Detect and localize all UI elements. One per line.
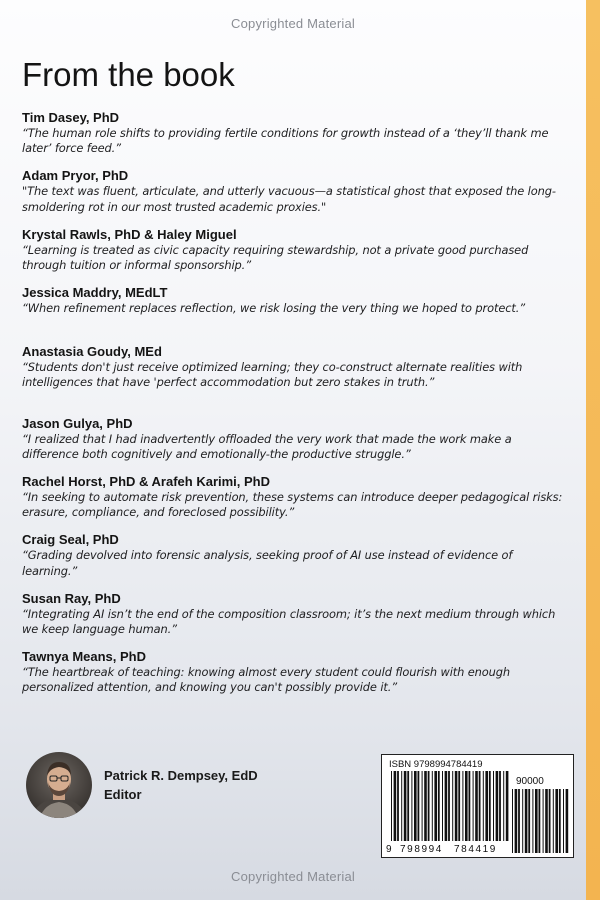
quote-item: [22, 168, 566, 226]
quote-author: Craig Seal, PhD: [22, 532, 119, 548]
quote-text: “The human role shifts to providing fertile conditions for growth instead of a ‘they’ll thank me later’ force feed.”: [22, 126, 549, 156]
quote-text: “Grading devolved into forensic analysis, seeking proof of AI use instead of evidence of learning.”: [22, 548, 513, 578]
isbn-digits-left: 798994: [400, 844, 443, 855]
quote-author: Adam Pryor, PhD: [22, 168, 129, 184]
quote-author: Tawnya Means, PhD: [22, 649, 147, 665]
quote-item: [22, 227, 566, 285]
quote-author: Tim Dasey, PhD: [22, 110, 120, 125]
isbn-digits-right: 784419: [454, 844, 497, 855]
page-title: From the book: [22, 56, 235, 93]
price-code: 90000: [516, 776, 544, 787]
quote-text: “In seeking to automate risk prevention, these systems can introduce deeper pedagogical risks: erasure, compliance, and foreclosed possibility.”: [22, 489, 563, 520]
isbn-digit-lead: 9: [386, 844, 392, 855]
quote-text: “Integrating AI isn’t the end of the composition classroom; it’s the next medium through which we keep language human.”: [22, 606, 556, 636]
quote-item: [22, 532, 566, 590]
quote-item: [22, 344, 566, 416]
quote-list: [22, 110, 566, 708]
isbn-barcode: [381, 754, 574, 858]
quote-text: “When refinement replaces reflection, we risk losing the very thing we hoped to protect.”: [22, 301, 526, 316]
editor-avatar: [26, 752, 92, 818]
quote-item: [22, 416, 566, 474]
editor-role: Editor: [104, 787, 142, 802]
quote-text: “The heartbreak of teaching: knowing almost every student could flourish with enough personalized attention, and knowing you can't possibly provide it.”: [22, 665, 511, 695]
quote-author: Jason Gulya, PhD: [22, 415, 133, 431]
editor-name: Patrick R. Dempsey, EdD: [104, 768, 258, 783]
quote-item: [22, 649, 566, 707]
avatar-portrait-icon: [26, 752, 92, 818]
quote-text: “I realized that I had inadvertently offloaded the very work that made the work make a difference both cognitively and emotionally-the productive struggle.”: [22, 431, 512, 461]
quote-author: Rachel Horst, PhD & Arafeh Karimi, PhD: [22, 473, 271, 489]
quote-text: “Students don't just receive optimized learning; they co-construct alternate realities with intelligences that have 'perfect accommodation but zero stakes in truth.”: [22, 359, 523, 389]
copyright-watermark-top: Copyrighted Material: [231, 16, 355, 31]
quote-author: Anastasia Goudy, MEd: [22, 343, 162, 359]
isbn-label: ISBN 9798994784419: [389, 759, 483, 770]
quote-author: Krystal Rawls, PhD & Haley Miguel: [22, 226, 237, 242]
quote-text: "The text was fluent, articulate, and utterly vacuous—a statistical ghost that exposed the long-smoldering rot in our most trusted academic proxies.": [22, 184, 556, 214]
quote-author: Jessica Maddry, MEdLT: [22, 285, 168, 301]
quote-item: [22, 474, 566, 532]
copyright-watermark-bottom: Copyrighted Material: [231, 869, 355, 884]
quote-item: [22, 591, 566, 649]
barcode-bars: [382, 755, 573, 857]
quote-item: [22, 110, 566, 168]
book-spine-edge: [586, 0, 600, 900]
quote-author: Susan Ray, PhD: [22, 590, 121, 606]
quote-text: “Learning is treated as civic capacity requiring stewardship, not a private good purchased through tuition or informal sponsorship.”: [22, 242, 529, 272]
quote-item: [22, 285, 566, 343]
